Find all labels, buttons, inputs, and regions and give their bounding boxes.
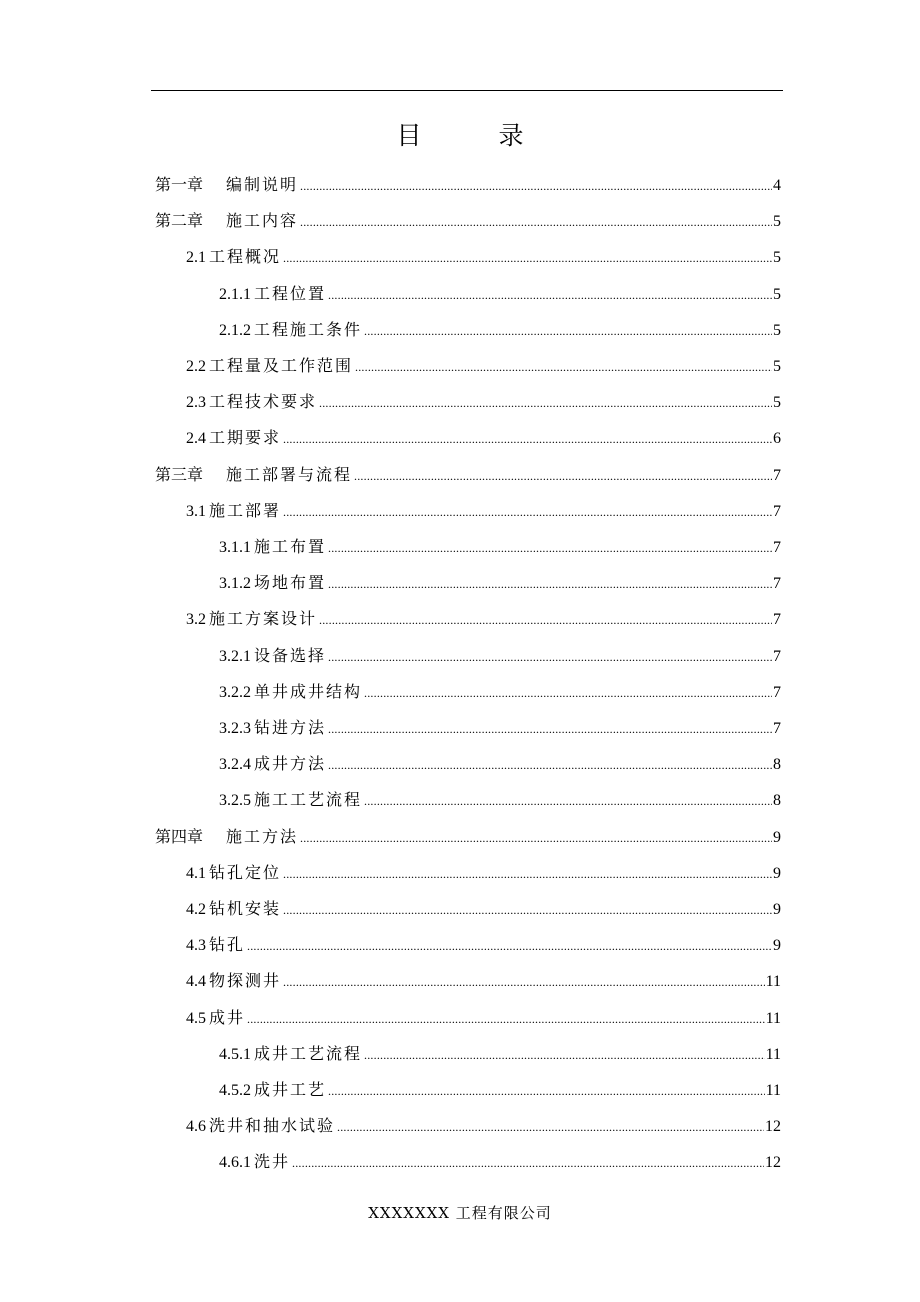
toc-entry-number: 3.2.1 [219,647,251,665]
toc-entry-label [219,1044,362,1065]
toc-entry-text: 钻机安装 [209,899,282,918]
toc-entry-page-number: 5 [773,285,781,303]
toc-title: 目 录 [396,121,550,150]
toc-entry-number: 4.6 [186,1118,206,1136]
header-rule [151,90,783,91]
toc-entry[interactable] [219,741,781,775]
toc-entry-page-number: 4 [773,177,781,194]
toc-entry-text: 施工布置 [254,537,327,556]
toc-entry-label [155,175,298,196]
toc-entry[interactable] [219,560,781,594]
toc-entry-text: 成井方法 [254,754,327,774]
toc-entry-label [219,573,326,594]
toc-entry-text: 施工方案设计 [209,609,318,629]
toc-entry-label [186,899,281,920]
toc-entry[interactable] [219,271,781,305]
dot-leader [328,289,772,301]
toc-entry-label [219,537,326,558]
toc-entry-page-number: 11 [765,1009,781,1027]
dot-leader [300,216,772,228]
dot-leader [247,1013,765,1025]
toc-entry-text: 设备选择 [254,645,327,665]
toc-entry[interactable] [186,1103,781,1137]
footer-company: XXXXXXX 工程有限公司 [368,1204,552,1222]
toc-entry[interactable] [219,524,781,558]
toc-entry-text: 场地布置 [254,573,327,593]
toc-entry[interactable] [219,705,781,739]
dot-leader [283,506,772,518]
toc-entry[interactable] [186,596,781,630]
toc-entry-number: 3.2.5 [219,792,251,810]
toc-entry-label [219,682,362,703]
dot-leader [319,397,772,409]
toc-entry-text: 洗井和抽水试验 [209,1116,336,1136]
toc-entry-number: 3.2.2 [219,683,251,701]
toc-entry-number: 3.1.1 [219,539,251,556]
toc-entry-text: 施工工艺流程 [254,790,363,810]
toc-entry-text: 施工方法 [226,826,299,846]
toc-entry-text: 钻孔定位 [209,862,282,882]
toc-entry[interactable] [186,995,781,1029]
toc-entry[interactable] [186,343,781,377]
dot-leader [364,687,772,699]
toc-entry-page-number: 11 [765,1045,781,1063]
toc-entry-label [186,935,245,956]
toc-entry-number: 2.4 [186,430,206,448]
toc-entry-page-number: 7 [773,539,781,556]
toc-entry-label [219,646,326,667]
toc-entry-text: 钻进方法 [254,718,327,737]
toc-entry-text: 成井工艺 [254,1080,327,1099]
dot-leader [364,1049,765,1061]
toc-entry-label [186,863,281,884]
toc-entry-label [186,501,281,522]
toc-entry-page-number: 12 [765,1118,781,1136]
toc-entry[interactable] [155,198,781,232]
toc-entry-label [155,211,298,232]
toc-entry-page-number: 5 [773,321,781,339]
toc-entry-text: 成井工艺流程 [254,1043,363,1063]
dot-leader [283,433,772,445]
dot-leader [283,976,765,988]
dot-leader [328,1085,765,1097]
toc-entry-number: 2.2 [186,358,206,375]
toc-entry[interactable] [155,452,781,486]
dot-leader [328,542,772,554]
toc-entry-number: 2.1.1 [219,285,251,303]
toc-entry-text: 工期要求 [209,428,282,448]
toc-entry-text: 施工部署与流程 [226,464,353,484]
toc-entry-page-number: 8 [773,756,781,774]
toc-entry-number: 第一章 [155,177,204,194]
toc-entry-label [186,356,353,377]
toc-entry-number: 第三章 [155,466,204,484]
dot-leader [300,832,772,844]
toc-entry-page-number: 9 [773,828,781,846]
toc-entry[interactable] [219,1139,781,1173]
dot-leader [300,180,772,192]
toc-entry-label [186,971,281,992]
toc-entry[interactable] [219,777,781,811]
dot-leader [364,325,772,337]
toc-entry-label [186,609,317,630]
toc-entry-page-number: 7 [773,502,781,520]
toc-entry-text: 施工内容 [226,211,299,231]
toc-entry-page-number: 9 [773,937,781,955]
toc-entry-page-number: 7 [773,611,781,629]
toc-entry-label [186,1116,335,1137]
toc-entry-page-number: 9 [773,864,781,882]
toc-entry-text: 单井成井结构 [254,681,363,701]
toc-entry[interactable] [219,1031,781,1065]
toc-entry-page-number: 9 [773,901,781,918]
toc-entry[interactable] [186,415,781,449]
toc-entry[interactable] [186,234,781,268]
toc-entry[interactable] [186,379,781,413]
toc-entry-text: 编制说明 [226,175,299,194]
toc-entry-number: 第四章 [155,828,204,846]
toc-entry-label [186,247,281,268]
toc-entry-page-number: 8 [773,792,781,810]
toc-entry-text: 工程技术要求 [209,392,318,412]
dot-leader [328,578,772,590]
toc-entry-number: 4.5.1 [219,1045,251,1063]
toc-entry-label [219,754,326,775]
toc-entry-label [219,790,362,811]
dot-leader [328,651,772,663]
dot-leader [283,904,772,916]
toc-entry-text: 工程位置 [254,283,327,303]
dot-leader [354,470,772,482]
toc-entry[interactable] [186,922,781,956]
toc-entry[interactable] [186,886,781,920]
toc-entry-number: 4.4 [186,973,206,991]
toc-entry-text: 工程概况 [209,247,282,267]
toc-entry-label [219,320,362,341]
toc-entry[interactable] [155,162,781,196]
toc-entry-number: 4.2 [186,901,206,918]
toc-entry-number: 4.1 [186,864,206,882]
toc-entry-page-number: 7 [773,683,781,701]
toc-entry-page-number: 7 [773,466,781,484]
toc-entry-label [219,718,326,739]
toc-entry-label [219,1152,290,1173]
toc-entry[interactable] [155,814,781,848]
toc-entry-page-number: 11 [765,973,781,991]
toc-entry[interactable] [186,850,781,884]
toc-entry-page-number: 11 [765,1082,781,1099]
dot-leader [292,1157,764,1169]
toc-entry[interactable] [219,307,781,341]
toc-entry-label [186,392,317,413]
toc-entry[interactable] [186,958,781,992]
toc-entry-page-number: 12 [765,1154,781,1172]
toc-entry-number: 第二章 [155,213,204,231]
toc-entry-page-number: 7 [773,575,781,593]
dot-leader [319,614,772,626]
toc-entry[interactable] [219,669,781,703]
toc-entry-page-number: 7 [773,720,781,737]
toc-entry-number: 4.6.1 [219,1154,251,1172]
dot-leader [247,940,772,952]
toc-entry-number: 3.2 [186,611,206,629]
dot-leader [337,1121,764,1133]
toc-entry-number: 4.5.2 [219,1082,251,1099]
dot-leader [283,252,772,264]
toc-entry-page-number: 7 [773,647,781,665]
toc-entry-page-number: 5 [773,249,781,267]
toc-entry-number: 2.1 [186,249,206,267]
toc-entry-number: 4.3 [186,937,206,955]
toc-entry[interactable] [219,633,781,667]
toc-entry-page-number: 5 [773,213,781,231]
toc-entry-label [186,1008,245,1029]
toc-entry-text: 钻孔 [209,935,246,955]
toc-entry-text: 施工部署 [209,500,282,520]
toc-entry-label [155,827,298,848]
toc-entry-text: 成井 [209,1007,246,1027]
toc-entry-label [219,284,326,305]
toc-entry-number: 3.2.4 [219,756,251,774]
dot-leader [283,868,772,880]
toc-entry-page-number: 5 [773,358,781,375]
toc-entry-label [219,1080,326,1101]
toc-entry-label [186,428,281,449]
toc-entry-number: 3.2.3 [219,720,251,737]
dot-leader [364,795,772,807]
toc-entry-text: 工程量及工作范围 [209,356,354,375]
toc-entry-number: 4.5 [186,1009,206,1027]
toc-entry-page-number: 5 [773,394,781,412]
toc-entry[interactable] [219,1067,781,1101]
toc-entry[interactable] [186,488,781,522]
toc-entry-page-number: 6 [773,430,781,448]
toc-entry-text: 物探测井 [209,971,282,991]
toc-entry-number: 3.1.2 [219,575,251,593]
toc-entry-number: 3.1 [186,502,206,520]
dot-leader [355,361,772,373]
toc-entry-label [155,465,352,486]
toc-entry-number: 2.3 [186,394,206,412]
dot-leader [328,759,772,771]
toc-entry-text: 洗井 [254,1152,291,1172]
dot-leader [328,723,772,735]
toc-entry-text: 工程施工条件 [254,319,363,339]
toc-entry-number: 2.1.2 [219,321,251,339]
